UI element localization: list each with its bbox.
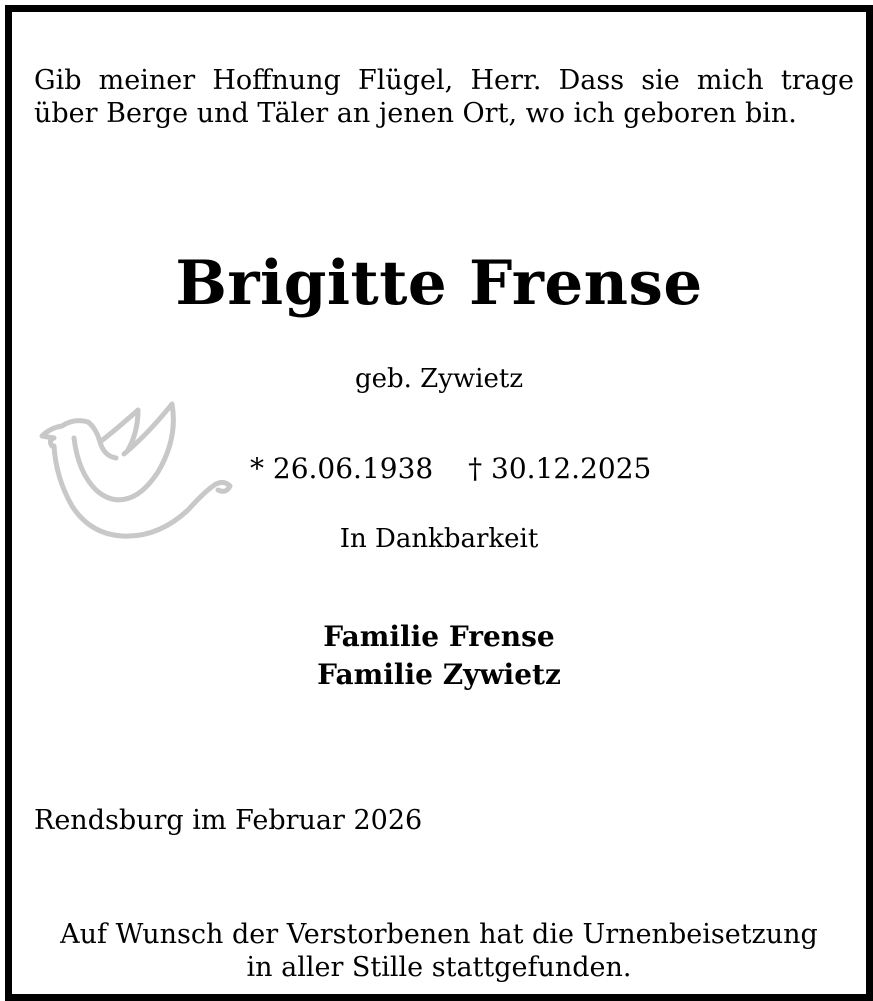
verse-line-1: Gib meiner Hoffnung Flügel, Herr. Dass sie mich trage — [34, 65, 854, 96]
burial-note-line-2: in aller Stille stattgefunden. — [246, 952, 632, 983]
deceased-name: Brigitte Frense — [175, 248, 703, 319]
signatories — [12, 618, 866, 694]
maiden-name: geb. Zywietz — [354, 364, 524, 394]
dove-icon — [38, 398, 238, 543]
obituary-frame — [5, 5, 873, 1001]
burial-note — [12, 918, 866, 984]
family-name: Familie Frense — [323, 620, 555, 653]
place-date: Rendsburg im Februar 2026 — [34, 805, 423, 836]
death-date: † 30.12.2025 — [468, 452, 652, 485]
verse — [34, 64, 854, 130]
life-dates — [250, 452, 651, 485]
birth-date: * 26.06.1938 — [250, 452, 434, 485]
thanks-line: In Dankbarkeit — [339, 524, 539, 554]
family-name: Familie Zywietz — [317, 658, 561, 691]
burial-note-line-1: Auf Wunsch der Verstorbenen hat die Urnenbeisetzung — [60, 919, 818, 950]
verse-line-2: über Berge und Täler an jenen Ort, wo ich geboren bin. — [34, 98, 797, 129]
